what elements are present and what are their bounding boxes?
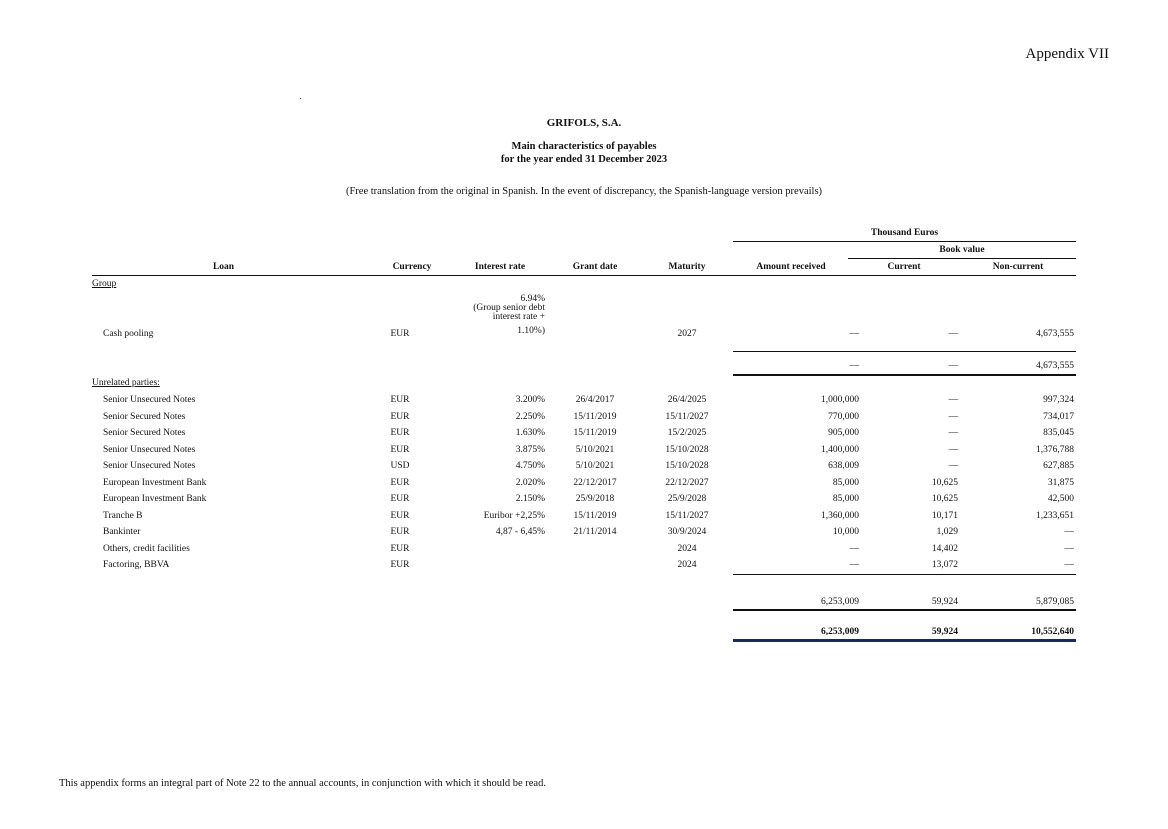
amount-received: 10,000 [832,527,859,537]
subtotal-non-current: 4,673,555 [1036,361,1074,371]
maturity: 2024 [677,543,697,554]
loan-name: European Investment Bank [103,477,207,488]
currency: EUR [390,428,410,438]
total-amount: 6,253,009 [821,627,859,637]
header-rule-loan [92,275,355,276]
current: 13,072 [931,560,958,570]
currency: EUR [390,543,410,554]
total-non-current: 10,552,640 [1031,627,1074,637]
loan-name: Senior Secured Notes [103,428,186,438]
currency: EUR [390,411,410,422]
current: — [948,461,958,471]
table-row [92,410,1076,424]
non-current: — [1064,543,1074,554]
grant-date: 5/10/2021 [575,461,615,471]
table-row [92,426,1076,440]
non-current: 1,376,788 [1036,444,1074,455]
currency: EUR [390,444,410,455]
current: 1,029 [936,527,958,537]
currency: EUR [390,395,410,405]
interest-rate: 4,87 - 6,45% [495,527,545,537]
non-current: 734,017 [1043,411,1074,422]
currency: EUR [390,527,410,537]
header-rule-1 [733,241,1076,242]
interest-rate: 2.250% [515,411,545,422]
currency: EUR [390,560,410,570]
header-interest-rate: Interest rate [474,262,526,272]
loan-name: Senior Unsecured Notes [103,461,196,471]
maturity: 26/4/2025 [667,395,707,405]
header-non-current: Non-current [992,262,1044,272]
amount-received: 85,000 [832,494,859,504]
interest-rate: 2.020% [515,477,545,488]
header-thousand-euros: Thousand Euros [870,228,939,238]
loan-name: Senior Unsecured Notes [103,444,196,455]
table-row [92,525,1076,539]
unrelated-subtotal-row [92,595,1076,609]
grant-date: 25/9/2018 [575,494,615,504]
amount-received: 905,000 [828,428,859,438]
header-loan: Loan [212,262,235,272]
maturity: 15/11/2027 [665,411,709,422]
current: — [948,411,958,422]
subtotal-current: 59,924 [931,597,958,607]
interest-rate: 3.200% [515,395,545,405]
amount-received: 1,360,000 [821,510,859,521]
amount-received: — [849,543,859,554]
grant-date: 15/11/2019 [573,428,617,438]
unrelated-subtotal-bottom-rule [733,609,1076,611]
non-current: 835,045 [1043,428,1074,438]
interest-rate: 3.875% [515,444,545,455]
table-row [92,492,1076,506]
loan-name: Bankinter [103,527,141,537]
cash-pooling-row [92,327,1076,341]
maturity: 22/12/2027 [665,477,709,488]
subtitle-line-2: for the year ended 31 December 2023 [500,154,668,165]
unrelated-section-label: Unrelated parties: [92,378,160,388]
group-section-label: Group [92,279,117,289]
group-subtotal-row [92,359,1076,373]
maturity: 15/10/2028 [665,461,709,471]
group-section-row [92,277,1076,291]
group-subtotal-rule [733,351,1076,352]
unrelated-section-row [92,376,1076,390]
non-current: 1,233,651 [1036,510,1074,521]
maturity: 15/10/2028 [665,444,709,455]
header-current: Current [887,262,921,272]
non-current: 4,673,555 [1036,329,1074,339]
amount-received: — [849,560,859,570]
interest-rate: 2.150% [515,494,545,504]
total-current: 59,924 [931,627,958,637]
maturity: 25/9/2028 [667,494,707,504]
currency: USD [390,461,410,471]
maturity: 15/2/2025 [667,428,707,438]
current: 14,402 [931,543,958,554]
header-row-columns [92,260,1076,274]
current: 10,625 [931,477,958,488]
non-current: 42,500 [1047,494,1074,504]
loan-name: Senior Unsecured Notes [103,395,196,405]
footer-note: This appendix forms an integral part of Note 22 to the annual accounts, in conjunction with which it should be read. [59,778,546,789]
current: — [948,329,958,339]
unrelated-subtotal-rule [733,574,1076,575]
currency: EUR [390,494,410,504]
table-row [92,542,1076,556]
non-current: 627,885 [1043,461,1074,471]
grant-date: 26/4/2017 [575,395,615,405]
grant-date: 22/12/2017 [573,477,617,488]
current: 10,171 [931,510,958,521]
loan-name: Senior Secured Notes [103,411,186,422]
header-maturity: Maturity [668,262,706,272]
table-row [92,558,1076,572]
current: — [948,444,958,455]
amount-received: 85,000 [832,477,859,488]
amount-received: 638,009 [828,461,859,471]
table-row [92,443,1076,457]
loan-name: European Investment Bank [103,494,207,504]
grant-date: 5/10/2021 [575,444,615,455]
rate-line: interest rate + [492,312,545,322]
grant-date: 21/11/2014 [573,527,617,537]
header-row-currency-group [92,226,1076,240]
table-row [92,459,1076,473]
header-amount-received: Amount received [756,262,826,272]
rate-line: (Group senior debt [473,303,545,313]
subtotal-amount: — [849,361,859,371]
header-currency: Currency [392,262,432,272]
interest-rate: 1.630% [515,428,545,438]
amount-received: 770,000 [828,411,859,422]
non-current: 31,875 [1047,477,1074,488]
grand-total-row [92,625,1076,639]
currency: EUR [390,510,410,521]
non-current: — [1064,527,1074,537]
maturity: 2024 [677,560,697,570]
company-title: GRIFOLS, S.A. [546,117,622,129]
maturity: 15/11/2027 [665,510,709,521]
subtotal-non-current: 5,879,085 [1036,597,1074,607]
appendix-label: Appendix VII [1025,46,1109,62]
header-rule-main [355,275,1076,276]
currency: EUR [390,477,410,488]
subtotal-amount: 6,253,009 [821,597,859,607]
loan-name: Tranche B [103,510,143,521]
grand-total-rule [733,639,1076,642]
amount-received: — [849,329,859,339]
rate-line: 6.94% [520,294,545,304]
amount-received: 1,400,000 [821,444,859,455]
table-row [92,509,1076,523]
table-row [92,476,1076,490]
interest-rate: 4.750% [515,461,545,471]
non-current: 997,324 [1043,395,1074,405]
current: — [948,395,958,405]
current: 10,625 [931,494,958,504]
amount-received: 1,000,000 [821,395,859,405]
grant-date: 15/11/2019 [573,411,617,422]
header-grant-date: Grant date [572,262,618,272]
rate-line: 1.10%) [517,326,545,336]
currency: EUR [390,329,410,339]
translation-note: (Free translation from the original in Spanish. In the event of discrepancy, the Spanish-language version prevails) [345,186,823,197]
document-subtitle [0,140,1168,166]
stray-dot [300,98,301,99]
cash-pooling-rate [439,295,545,322]
loan-name: Others, credit facilities [103,543,190,554]
header-book-value: Book value [939,245,985,255]
subtitle-line-1: Main characteristics of payables [511,141,657,152]
non-current: — [1064,560,1074,570]
table-row [92,393,1076,407]
current: — [948,428,958,438]
header-row-book-value [92,243,1076,257]
subtotal-current: — [948,361,958,371]
header-rule-2 [848,258,1076,259]
maturity: 30/9/2024 [667,527,707,537]
grant-date: 15/11/2019 [573,510,617,521]
loan-name: Cash pooling [103,329,154,339]
loan-name: Factoring, BBVA [103,560,170,570]
interest-rate: Euribor +2,25% [483,510,545,521]
maturity: 2027 [677,329,697,339]
